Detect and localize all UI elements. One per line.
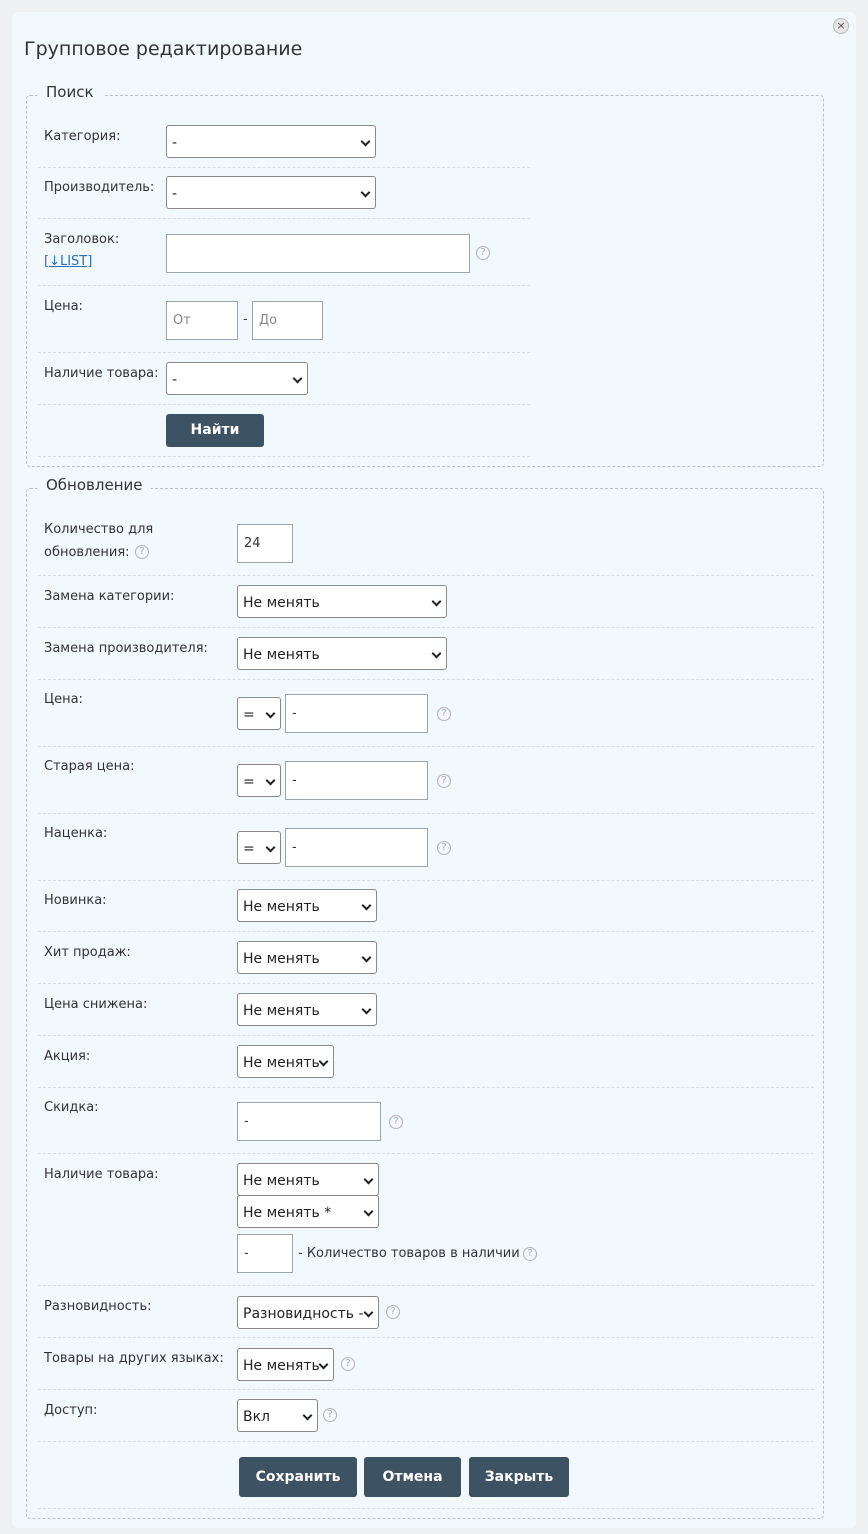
update-access-select[interactable]	[237, 1399, 318, 1432]
search-title-label: Заголовок:	[44, 232, 120, 247]
update-legend: Обновление	[37, 476, 151, 494]
update-price-input[interactable]	[285, 694, 428, 733]
update-old-price-label: Старая цена:	[44, 759, 135, 774]
row-divider	[38, 218, 530, 219]
chevron-down-icon	[266, 709, 276, 719]
chevron-down-icon	[432, 597, 442, 607]
search-legend: Поиск	[37, 83, 103, 101]
help-icon[interactable]: ?	[476, 246, 490, 260]
close-button[interactable]: Закрыть	[469, 1457, 569, 1497]
save-button[interactable]: Сохранить	[239, 1457, 357, 1497]
chevron-down-icon	[266, 843, 276, 853]
row-divider	[38, 285, 530, 286]
update-new-select[interactable]	[237, 889, 377, 922]
chevron-down-icon	[319, 1360, 329, 1370]
row-divider	[38, 575, 814, 576]
search-stock-select[interactable]	[166, 362, 308, 395]
row-divider	[38, 1285, 814, 1286]
search-fieldset	[26, 83, 824, 467]
cancel-button[interactable]: Отмена	[364, 1457, 461, 1497]
search-manufacturer-select[interactable]	[166, 176, 376, 209]
markup-operator-select[interactable]	[237, 831, 281, 864]
update-manufacturer-select[interactable]	[237, 637, 447, 670]
update-hit-value: Не менять	[243, 951, 320, 967]
chevron-down-icon	[432, 649, 442, 659]
update-stock-value-1: Не менять	[243, 1173, 320, 1189]
row-divider	[38, 167, 530, 168]
update-markup-label: Наценка:	[44, 826, 108, 841]
close-icon[interactable]: ×	[833, 18, 849, 34]
chevron-down-icon	[319, 1057, 329, 1067]
chevron-down-icon	[364, 1308, 374, 1318]
help-icon[interactable]: ?	[437, 841, 451, 855]
list-link[interactable]: [↓LIST]	[44, 254, 93, 269]
markup-operator-value: =	[243, 841, 255, 857]
help-icon[interactable]: ?	[437, 774, 451, 788]
update-hit-label: Хит продаж:	[44, 945, 131, 960]
chevron-down-icon	[362, 901, 372, 911]
update-variety-value: Разновидность -	[243, 1306, 364, 1322]
row-divider	[38, 404, 530, 405]
search-manufacturer-value: -	[172, 186, 178, 202]
search-stock-value: -	[172, 372, 178, 388]
price-range-dash: -	[243, 312, 248, 327]
update-markup-input[interactable]	[285, 828, 428, 867]
row-divider	[38, 1508, 814, 1509]
row-divider	[38, 352, 530, 353]
update-reduced-value: Не менять	[243, 1003, 320, 1019]
row-divider	[38, 1441, 814, 1442]
update-languages-label: Товары на других языках:	[44, 1351, 224, 1366]
row-divider	[38, 456, 530, 457]
update-manufacturer-label: Замена производителя:	[44, 641, 208, 656]
chevron-down-icon	[362, 953, 372, 963]
update-stock-select-2[interactable]	[237, 1195, 379, 1228]
update-stock-select-1[interactable]	[237, 1163, 379, 1196]
update-access-label: Доступ:	[44, 1403, 98, 1418]
update-old-price-input[interactable]	[285, 761, 428, 800]
update-variety-select[interactable]	[237, 1296, 379, 1329]
update-promo-label: Акция:	[44, 1049, 91, 1064]
update-promo-value: Не менять	[243, 1055, 320, 1071]
chevron-down-icon	[364, 1175, 374, 1185]
row-divider	[38, 1035, 814, 1036]
update-reduced-label: Цена снижена:	[44, 997, 148, 1012]
row-divider	[38, 1389, 814, 1390]
update-languages-select[interactable]	[237, 1348, 334, 1381]
search-title-input[interactable]	[166, 234, 470, 273]
update-stock-value-2: Не менять *	[243, 1205, 332, 1221]
row-divider	[38, 983, 814, 984]
update-count-label-1: Количество для	[44, 522, 154, 537]
update-access-value: Вкл	[243, 1409, 271, 1425]
search-category-select[interactable]	[166, 125, 376, 158]
help-icon[interactable]: ?	[523, 1247, 537, 1261]
row-divider	[38, 813, 814, 814]
update-category-select[interactable]	[237, 585, 447, 618]
chevron-down-icon	[361, 137, 371, 147]
chevron-down-icon	[303, 1411, 313, 1421]
update-category-value: Не менять	[243, 595, 320, 611]
search-manufacturer-label: Производитель:	[44, 180, 155, 195]
help-icon[interactable]: ?	[386, 1305, 400, 1319]
update-promo-select[interactable]	[237, 1045, 334, 1078]
help-icon[interactable]: ?	[341, 1357, 355, 1371]
row-divider	[38, 931, 814, 932]
row-divider	[38, 746, 814, 747]
row-divider	[38, 627, 814, 628]
search-category-label: Категория:	[44, 129, 121, 144]
row-divider	[38, 1337, 814, 1338]
price-operator-select[interactable]	[237, 697, 281, 730]
search-price-label: Цена:	[44, 299, 83, 314]
row-divider	[38, 880, 814, 881]
help-icon[interactable]: ?	[437, 707, 451, 721]
chevron-down-icon	[361, 188, 371, 198]
stock-quantity-note: - Количество товаров в наличии	[298, 1246, 520, 1261]
stock-quantity-input[interactable]	[237, 1234, 293, 1273]
price-to-input[interactable]	[252, 301, 323, 340]
update-stock-label: Наличие товара:	[44, 1167, 159, 1182]
help-icon[interactable]: ?	[389, 1115, 403, 1129]
update-count-input[interactable]	[237, 524, 293, 563]
search-stock-label: Наличие товара:	[44, 366, 159, 381]
update-discount-input[interactable]	[237, 1102, 381, 1141]
chevron-down-icon	[293, 374, 303, 384]
update-languages-value: Не менять	[243, 1358, 320, 1374]
find-button[interactable]: Найти	[166, 414, 264, 447]
update-reduced-select[interactable]	[237, 993, 377, 1026]
row-divider	[38, 679, 814, 680]
row-divider	[38, 1087, 814, 1088]
price-from-input[interactable]	[166, 301, 238, 340]
price-operator-value: =	[243, 707, 255, 723]
update-count-label-2: обновления:	[44, 545, 130, 560]
chevron-down-icon	[364, 1207, 374, 1217]
row-divider	[38, 1153, 814, 1154]
dialog-title: Групповое редактирование	[24, 38, 303, 60]
update-category-label: Замена категории:	[44, 589, 175, 604]
chevron-down-icon	[266, 776, 276, 786]
update-hit-select[interactable]	[237, 941, 377, 974]
help-icon[interactable]: ?	[323, 1408, 337, 1422]
chevron-down-icon	[362, 1005, 372, 1015]
update-new-value: Не менять	[243, 899, 320, 915]
help-icon[interactable]: ?	[135, 545, 149, 559]
search-category-value: -	[172, 135, 178, 151]
update-new-label: Новинка:	[44, 893, 107, 908]
old-price-operator-select[interactable]	[237, 764, 281, 797]
update-discount-label: Скидка:	[44, 1100, 99, 1115]
old-price-operator-value: =	[243, 774, 255, 790]
update-variety-label: Разновидность:	[44, 1299, 152, 1314]
update-manufacturer-value: Не менять	[243, 647, 320, 663]
update-price-label: Цена:	[44, 692, 83, 707]
